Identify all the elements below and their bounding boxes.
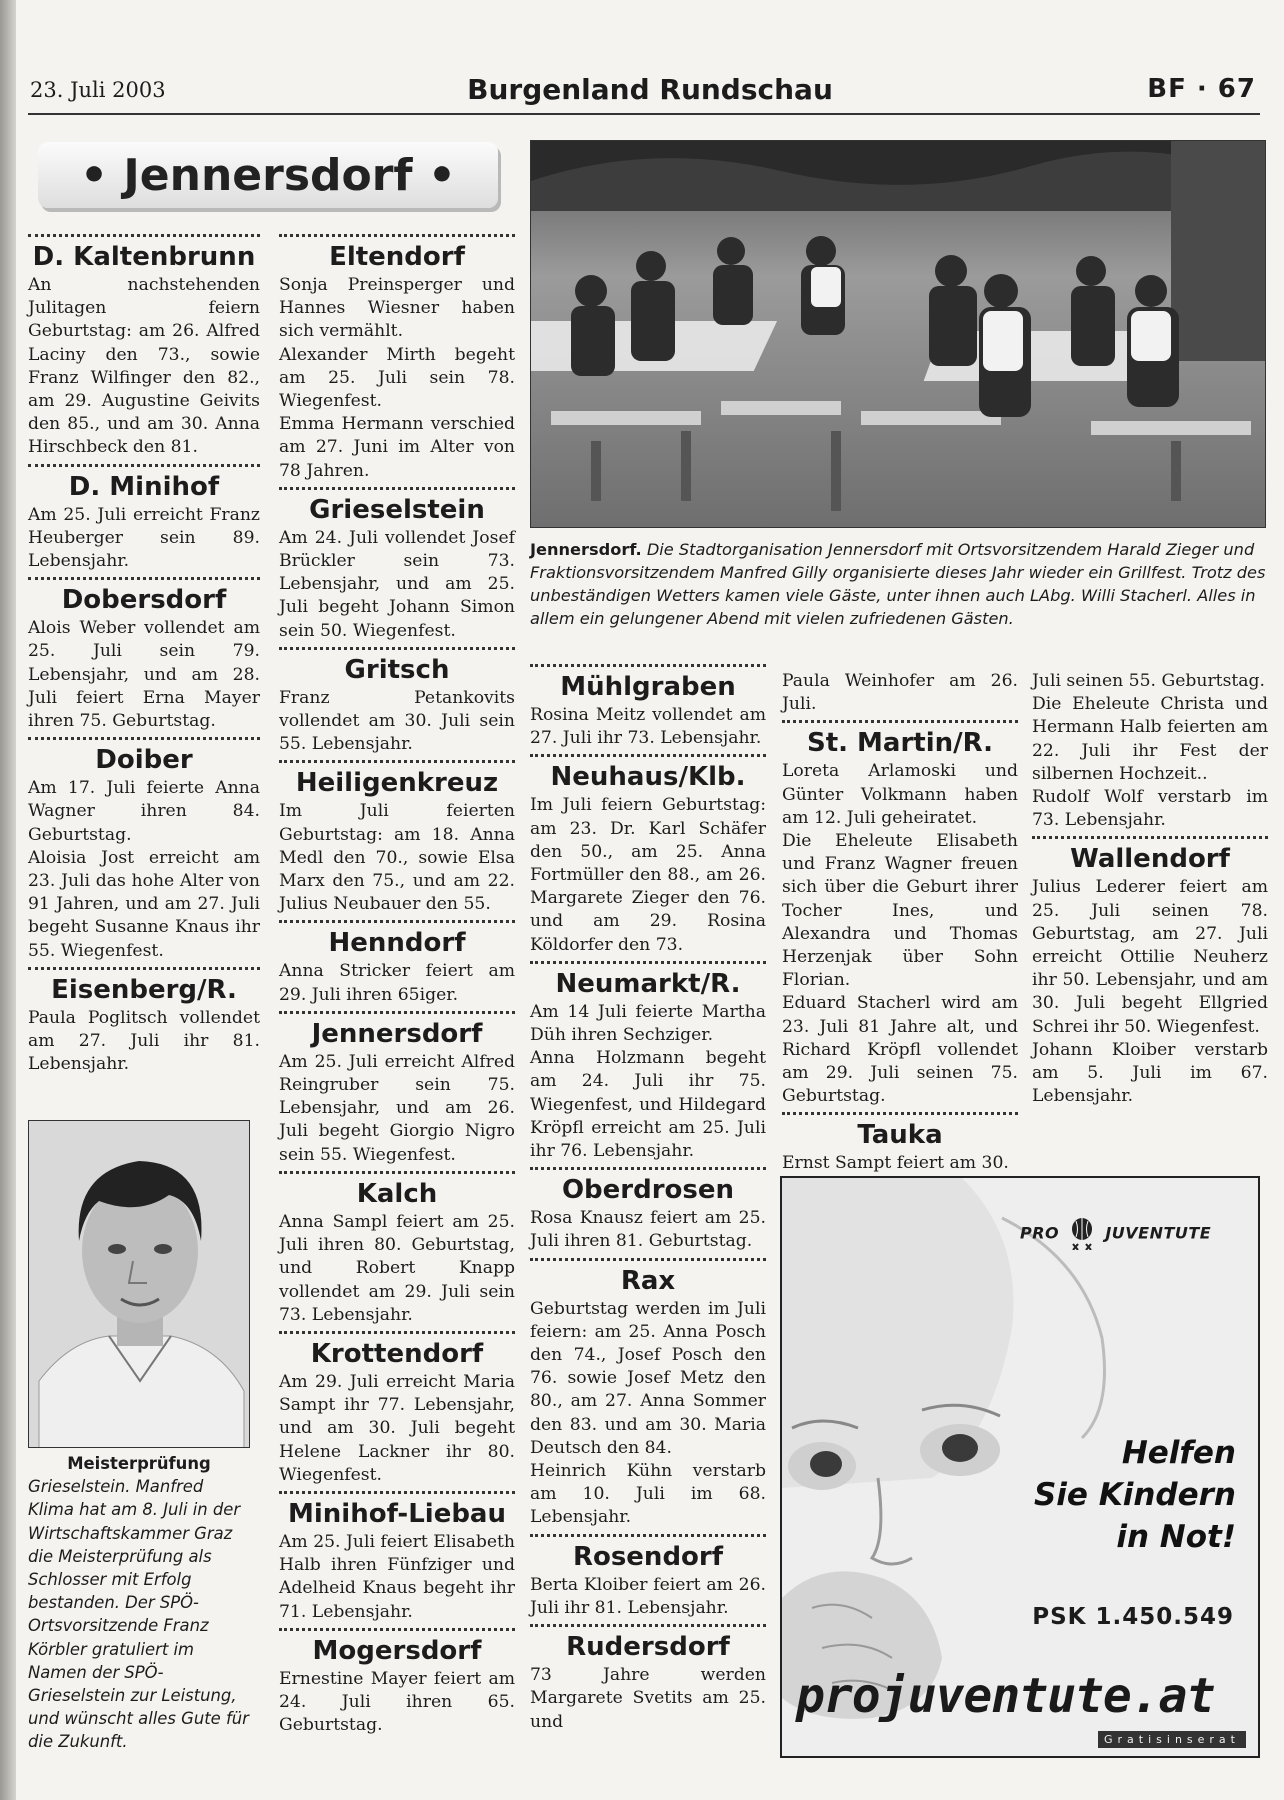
header-rule [28,113,1260,115]
article-text: Emma Hermann verschied am 27. Juni im Alter von 78 Jahren. [279,414,515,481]
article-jennersdorf [279,1011,515,1167]
article-muehlgraben [530,664,766,750]
dotted-separator [530,754,766,757]
article-tauka-continued [1032,670,1268,832]
dotted-separator [28,234,260,237]
article-heading: Doiber [95,745,193,776]
article-heading: Kalch [356,1178,438,1209]
article-text: Ernestine Mayer feiert am 24. Juli ihren 65. Geburtstag. [279,1668,515,1736]
article-mogersdorf [279,1628,515,1738]
article-wallendorf [1032,836,1268,1108]
article-text: Paula Weinhofer am 26. Juli. [782,671,1018,715]
article-heading: Neumarkt/R. [555,968,741,999]
article-text: Alexander Mirth begeht am 25. Juli sein 78. Wiegenfest. [279,344,515,412]
article-text: 73 Jahre werden Margarete Svetits am 25. und [530,1665,766,1732]
dotted-separator [279,1491,515,1494]
article-st-martin [782,720,1018,1108]
article-text: Eduard Stacherl wird am 23. Juli 81 Jahre alt, und Richard Kröpfl vollendet am 29. Juli seinen 75. Geburtstag. [782,993,1018,1107]
article-heading: D. Kaltenbrunn [32,242,256,272]
dotted-separator [279,1171,515,1174]
ad-notice: Gratisinserat [1098,1731,1246,1748]
article-heading: Eltendorf [329,242,465,272]
dotted-separator [279,920,515,923]
article-heading: Eisenberg/R. [51,974,237,1005]
dotted-separator [28,577,260,580]
dotted-separator [530,1534,766,1537]
portrait-caption-text: Grieselstein. Manfred Klima hat am 8. Juli in der Wirtschaftskammer Graz die Meisterprüfung als Schlosser mit Erfolg bestanden. Der SPÖ-Ortsvorsitzende Franz Körbler gratuliert im Namen der SPÖ-Grieselstein zur Leistung, und wünscht alles Gute für die Zukunft. [28,1477,249,1752]
photo-caption [530,538,1266,630]
logo-text-pro: PRO [1020,1223,1060,1243]
article-text: Aloisia Jost erreicht am 23. Juli das hohe Alter von 91 Jahren, und am 27. Juli begeht Susanne Knaus ihr 55. Wiegenfest. [28,847,260,961]
article-text: Am 25. Juli erreicht Franz Heuberger sein 89. Lebensjahr. [28,504,260,572]
article-heading: Rax [620,1265,676,1296]
dotted-separator [530,1258,766,1261]
article-heading: Oberdrosen [561,1175,735,1206]
article-text: Juli seinen 55. Geburtstag. [1032,671,1266,691]
article-text: Sonja Preinsperger und Hannes Wiesner haben sich vermählt. [279,275,515,342]
article-text: Ernst Sampt feiert am 30. [782,1153,1009,1174]
dotted-separator [28,464,260,467]
dotted-separator [530,961,766,964]
article-d-kaltenbrunn [28,234,260,460]
dotted-separator [530,664,766,667]
article-text: Am 24. Juli vollendet Josef Brückler sein 73. Lebensjahr, und am 25. Juli begeht Johann Simon sein 50. Wiegenfest. [279,527,515,641]
dotted-separator [279,760,515,763]
article-text: Am 25. Juli erreicht Alfred Reingruber sein 75. Lebensjahr, und am 26. Juli begeht Giorgio Nigro sein 55. Wiegenfest. [279,1051,515,1165]
article-kalch [279,1171,515,1327]
column-3 [530,662,766,1738]
ad-account-number: PSK 1.450.549 [1032,1604,1234,1630]
article-text: Heinrich Kühn verstarb am 10. Juli im 68. Lebensjahr. [530,1461,766,1528]
article-text: Am 14 Juli feierte Martha Düh ihren Sechziger. [530,1001,766,1046]
dotted-separator [530,1167,766,1170]
article-text: Rudolf Wolf verstarb im 73. Lebensjahr. [1032,787,1268,831]
article-text: Paula Poglitsch vollendet am 27. Juli ihr 81. Lebensjahr. [28,1007,260,1075]
dotted-separator [279,487,515,490]
article-heading: Henndorf [328,928,466,959]
dotted-separator [279,1628,515,1631]
dotted-separator [279,234,515,237]
article-heading: Rudersdorf [566,1632,730,1663]
article-heading: Krottendorf [310,1338,484,1369]
ad-slogan [1034,1432,1236,1558]
article-heiligenkreuz [279,760,515,916]
article-heading: Mühlgraben [560,672,736,702]
article-heading: Grieselstein [309,494,485,525]
article-grieselstein [279,487,515,643]
article-text: Im Juli feiern Geburtstag: am 23. Dr. Karl Schäfer den 50., am 25. Anna Fortmüller den 88., am 26. Margarete Zieger den 76. und am 29. Rosina Köldorfer den 73. [530,795,766,955]
grillfest-photo [530,140,1266,528]
article-heading: St. Martin/R. [806,728,994,759]
newspaper-page [16,0,1284,1800]
article-heading: Neuhaus/Klb. [550,762,746,793]
dotted-separator [1032,836,1268,839]
column-1 [28,232,260,1080]
article-rudersdorf-continued [782,670,1018,716]
page-binding-shadow [0,0,16,1800]
article-text: Die Eheleute Christa und Hermann Halb feierten am 22. Juli ihr Fest der silbernen Hochzeit.. [1032,694,1268,784]
photo-caption-text: Die Stadtorganisation Jennersdorf mit Ortsvorsitzendem Harald Zieger und Fraktionsvorsitzendem Manfred Gilly organisierte dieses Jahr wieder ein Grillfest. Trotz des unbeständigen Wetters kamen viele Gäste, unter ihnen auch LAbg. Willi Stacherl. Alles in allem ein gelungener Abend mit vielen zufriedenen Gästen. [530,540,1266,628]
article-heading: Wallendorf [1070,844,1230,875]
article-text: An nachstehenden Julitagen feiern Geburtstag: am 26. Alfred Laciny den 73., sowie Franz Wilfinger den 82., am 29. Augustine Geivits den 85., und am 30. Anna Hirschbeck den 81. [28,275,260,458]
logo-text-juventute: JUVENTUTE [1105,1223,1212,1243]
article-d-minihof [28,464,260,574]
article-neumarkt [530,961,766,1163]
article-heading: Minihof-Liebau [287,1498,506,1529]
section-banner: • Jennersdorf • [38,142,498,208]
article-heading: Mogersdorf [312,1635,482,1666]
article-tauka [782,1112,1018,1175]
portrait-caption-title: Meisterprüfung [67,1454,211,1473]
dotted-separator [782,1112,1018,1115]
grillfest-photo-image [531,141,1266,528]
article-heading: Rosendorf [572,1541,724,1572]
article-eltendorf [279,234,515,483]
article-text: Am 29. Juli erreicht Maria Sampt ihr 77. Lebensjahr, und am 30. Juli begeht Helene Lackner ihr 80. Wiegenfest. [279,1371,515,1485]
article-text: Am 17. Juli feierte Anna Wagner ihren 84. Geburtstag. [28,778,260,845]
article-heading: Jennersdorf [311,1018,483,1049]
page-number: BF · 67 [1147,74,1256,104]
article-heading: D. Minihof [68,471,220,502]
article-text: Johann Kloiber verstarb am 5. Juli im 67. Lebensjahr. [1032,1039,1268,1107]
article-krottendorf [279,1331,515,1487]
article-oberdrosen [530,1167,766,1253]
article-text: Anna Holzmann begeht am 24. Juli ihr 75. Wiegenfest, und Hildegard Kröpfl erreicht am 25. Juli ihr 76. Lebensjahr. [530,1048,766,1162]
article-text: Berta Kloiber feiert am 26. Juli ihr 81. Lebensjahr. [530,1574,766,1618]
slogan-line: Helfen [1121,1435,1236,1471]
article-text: Rosa Knausz feiert am 25. Juli ihren 81. Geburtstag. [530,1208,766,1252]
article-text: Loreta Arlamoski und Günter Volkmann haben am 12. Juli geheiratet. [782,761,1018,828]
article-heading: Heiligenkreuz [295,768,499,799]
article-dobersdorf [28,577,260,733]
article-text: Anna Stricker feiert am 29. Juli ihren 65iger. [279,961,515,1005]
article-text: Alois Weber vollendet am 25. Juli sein 79. Lebensjahr, und am 28. Juli feiert Erna Mayer ihren 75. Geburtstag. [28,618,260,732]
article-text: Am 25. Juli feiert Elisabeth Halb ihren Fünfziger und Adelheid Knaus begeht ihr 71. Lebensjahr. [279,1531,515,1622]
balloon-icon [1069,1218,1095,1250]
article-text: Rosina Meitz vollendet am 27. Juli ihr 73. Lebensjahr. [530,705,766,749]
dotted-separator [28,737,260,740]
slogan-line: in Not! [1116,1519,1236,1555]
article-text: Julius Lederer feiert am 25. Juli seinen 78. Geburtstag, am 27. Juli erreicht Ottilie Neuherz ihr 50. Lebensjahr, und am 30. Juli begeht Ellgried Schrei ihr 50. Wiegenfest. [1032,877,1268,1037]
pro-juventute-logo [1020,1218,1211,1250]
publication-title: Burgenland Rundschau [467,73,833,106]
article-text: Geburtstag werden im Juli feiern: am 25. Anna Posch den 74., Josef Posch den 76. sowie Josef Metz den 80., am 27. Anna Sommer den 83. und am 30. Maria Deutsch den 84. [530,1298,766,1458]
dotted-separator [279,647,515,650]
article-gritsch [279,647,515,757]
pro-juventute-ad [780,1176,1260,1758]
slogan-line: Sie Kindern [1033,1477,1236,1513]
article-rax [530,1258,766,1530]
ad-website: projuventute.at [796,1668,1215,1724]
article-text: Im Juli feierten Geburtstag: am 18. Anna Medl den 70., sowie Elsa Marx den 75., und am 22. Julius Neubauer den 55. [279,801,515,915]
article-heading: Dobersdorf [61,585,227,616]
article-text: Franz Petankovits vollendet am 30. Juli sein 55. Lebensjahr. [279,687,515,755]
photo-caption-title: Jennersdorf. [530,540,642,559]
portrait-photo [28,1120,250,1448]
article-text: Anna Sampl feiert am 25. Juli ihren 80. Geburtstag, und Robert Knapp vollendet am 29. Juli sein 73. Lebensjahr. [279,1211,515,1325]
dotted-separator [530,1624,766,1627]
portrait-caption [28,1452,250,1754]
article-text: Die Eheleute Elisabeth und Franz Wagner freuen sich über die Geburt ihrer Tocher Ines, und Alexandra und Thomas Herzenjak über Sohn Florian. [782,831,1018,991]
article-rudersdorf [530,1624,766,1734]
article-rosendorf [530,1534,766,1620]
dotted-separator [28,967,260,970]
article-minihof-liebau [279,1491,515,1624]
article-neuhaus [530,754,766,956]
article-henndorf [279,920,515,1006]
article-doiber [28,737,260,963]
dotted-separator [279,1331,515,1334]
article-heading: Gritsch [344,654,450,685]
article-eisenberg [28,967,260,1077]
column-2 [279,232,515,1741]
portrait-image [29,1121,250,1448]
issue-date: 23. Juli 2003 [30,78,166,102]
dotted-separator [782,720,1018,723]
column-4 [782,670,1018,1180]
dotted-separator [279,1011,515,1014]
column-5 [1032,670,1268,1112]
article-heading: Tauka [857,1120,943,1151]
